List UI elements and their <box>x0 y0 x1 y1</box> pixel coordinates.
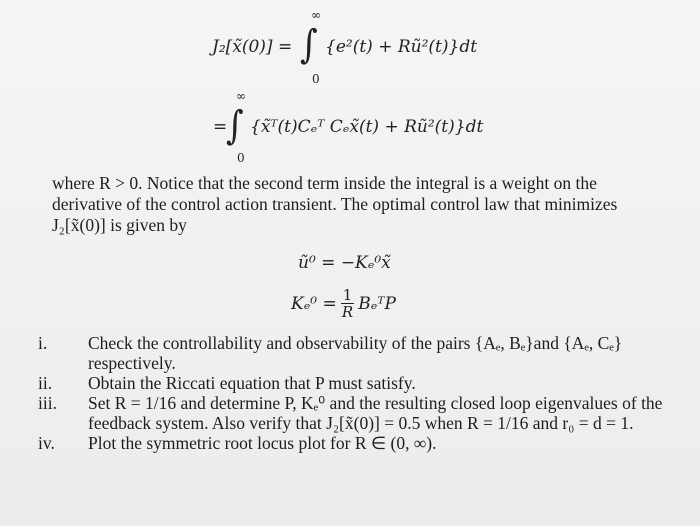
control-law-equation: ũ⁰ = −Kₑ⁰x̃ <box>298 253 391 273</box>
equation-1-integrand: {e²(t) + Rũ²(t)}dt <box>325 37 478 57</box>
list-item <box>38 373 688 393</box>
gain-equation <box>291 287 396 320</box>
integral-sign-2: ∫ <box>226 103 244 149</box>
equation-2-integrand: {x̃ᵀ(t)Cₑᵀ Cₑx̃(t) + Rũ²(t)}dt <box>250 117 484 137</box>
question-list <box>38 333 688 453</box>
equation-1-lower-limit: 0 <box>312 72 320 86</box>
paragraph-line-1: where R > 0. Notice that the second term inside the integral is a weight on the <box>52 173 597 193</box>
list-item-marker: i. <box>38 333 48 353</box>
paragraph-line-3: J₂[x̃(0)] is given by <box>52 215 187 235</box>
paragraph-line-2: derivative of the control action transient. The optimal control law that minimizes <box>52 194 618 214</box>
list-item-text: Obtain the Riccati equation that P must satisfy. <box>88 373 416 393</box>
equation-2-lower-limit: 0 <box>237 151 245 165</box>
equation-2-upper-limit: ∞ <box>236 89 246 103</box>
explanation-paragraph <box>52 173 682 236</box>
gain-lhs: Kₑ⁰ = <box>291 293 337 314</box>
list-item-marker: iv. <box>38 433 55 453</box>
list-item <box>38 333 688 373</box>
equation-2-equals: = <box>213 117 228 137</box>
equation-1-lhs: J₂[x̃(0)] = <box>212 37 293 57</box>
list-item-marker: ii. <box>38 373 53 393</box>
list-item <box>38 433 688 453</box>
list-item-text: Set R = 1/16 and determine P, Kₑ⁰ and the resulting closed loop eigenvalues of the feedback system. Also verify that J₂[x̃(0)] = 0.5 when R = 1/16 and r₀ = d = 1. <box>88 393 663 433</box>
integral-sign-1: ∫ <box>300 22 318 68</box>
list-item-marker: iii. <box>38 393 57 413</box>
equation-1-upper-limit: ∞ <box>311 8 321 22</box>
list-item <box>38 393 688 433</box>
gain-fraction-denominator: R <box>341 303 354 321</box>
list-item-text: Check the controllability and observability of the pairs {Aₑ, Bₑ}and {Aₑ, Cₑ} respectively. <box>88 333 623 373</box>
list-item-text: Plot the symmetric root locus plot for R ∈ (0, ∞). <box>88 433 437 453</box>
gain-rhs: BₑᵀP <box>358 293 396 314</box>
gain-fraction <box>341 287 355 320</box>
gain-fraction-numerator: 1 <box>342 286 353 304</box>
